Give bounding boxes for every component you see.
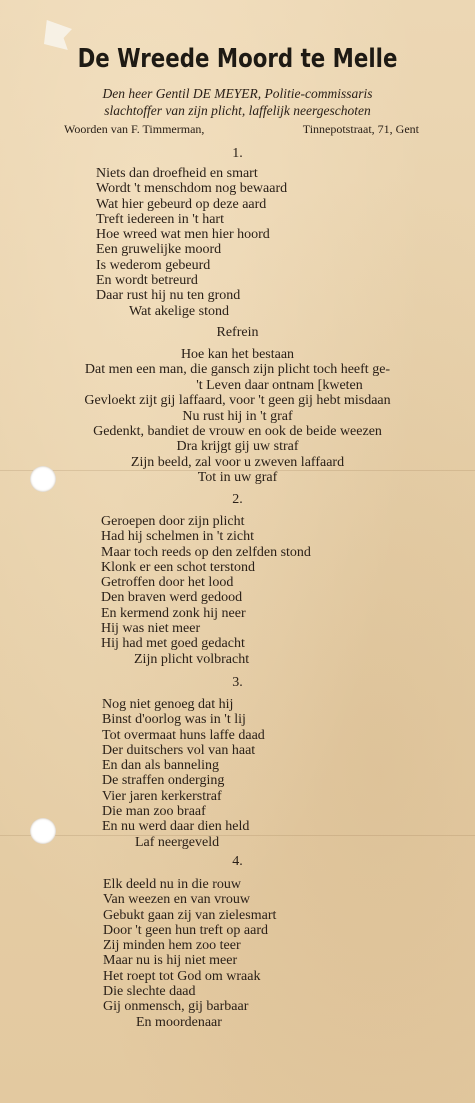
subtitle-line-1: Den heer Gentil DE MEYER, Politie-commissaris — [102, 86, 373, 101]
stanza-1 — [96, 166, 287, 319]
verse-line: Die man zoo braaf — [102, 804, 206, 820]
verse-line: Laf neergeveld — [135, 834, 220, 850]
verse-line: Binst d'oorlog was in 't lij — [102, 712, 246, 728]
verse-line: En moordenaar — [136, 1014, 222, 1030]
verse-line: En wordt betreurd — [96, 273, 198, 289]
stanza-number-3: 3. — [232, 675, 243, 690]
punch-hole — [30, 818, 56, 844]
verse-line: Is wederom gebeurd — [96, 257, 211, 273]
verse-line: En nu werd daar dien held — [102, 819, 250, 835]
stanza-2 — [101, 514, 311, 667]
verse-line: Wat akelige stond — [129, 303, 229, 319]
subtitle-line-2: slachtoffer van zijn plicht, laffelijk neergeschoten — [104, 103, 371, 118]
verse-line: Hoe wreed wat men hier hoord — [96, 227, 270, 243]
verse-line: Zij minden hem zoo teer — [103, 938, 241, 954]
stanza-3 — [102, 697, 265, 850]
author-address: Tinnepotstraat, 71, Gent — [302, 122, 419, 136]
refrain-line: Gedenkt, bandiet de vrouw en ook de beide weezen — [93, 423, 382, 439]
verse-line: De straffen onderging — [102, 773, 225, 789]
verse-line: En dan als banneling — [102, 758, 220, 774]
verse-line: Die slechte daad — [103, 984, 196, 1000]
refrain-line: Dat men een man, die gansch zijn plicht toch heeft ge- — [84, 362, 391, 378]
verse-line: En kermend zonk hij neer — [101, 605, 246, 621]
verse-line: Der duitschers vol van haat — [102, 742, 256, 758]
verse-line: Getroffen door het lood — [101, 575, 234, 591]
refrain — [0, 347, 475, 486]
verse-line: Zijn plicht volbracht — [134, 651, 250, 667]
verse-line: Tot overmaat huns laffe daad — [102, 727, 265, 743]
verse-line: Elk deeld nu in die rouw — [103, 877, 242, 892]
verse-line: Treft iedereen in 't hart — [96, 211, 224, 227]
verse-line: Had hij schelmen in 't zicht — [101, 529, 254, 545]
stanza-number-1: 1. — [232, 146, 243, 161]
verse-line: Van weezen en van vrouw — [103, 892, 250, 908]
refrain-line: 't Leven daar ontnam [kweten — [196, 377, 363, 393]
refrain-line: Hoe kan het bestaan — [180, 347, 295, 362]
stanza-number-2: 2. — [232, 492, 243, 507]
author-credit: Woorden van F. Timmerman, — [64, 122, 205, 136]
verse-line: Klonk er een schot terstond — [101, 559, 255, 575]
verse-line: Wat hier gebeurd op deze aard — [96, 196, 267, 212]
verse-line: Niets dan droefheid en smart — [96, 166, 258, 181]
stanza-4 — [103, 877, 276, 1030]
refrain-line: Tot in uw graf — [197, 470, 278, 486]
verse-line: Een gruwelijke moord — [96, 242, 222, 258]
verse-line: Daar rust hij nu ten grond — [96, 288, 241, 304]
verse-line: Gij onmensch, gij barbaar — [103, 999, 249, 1015]
verse-line: Geroepen door zijn plicht — [101, 514, 245, 529]
refrain-heading: Refrein — [216, 325, 259, 340]
verse-line: Door 't geen hun treft op aard — [103, 922, 269, 938]
verse-line: Maar toch reeds op den zelfden stond — [101, 544, 311, 560]
song-title: De Wreede Moord te Melle — [77, 44, 398, 74]
refrain-line: Nu rust hij in 't graf — [182, 408, 293, 424]
verse-line: Nog niet genoeg dat hij — [102, 697, 234, 712]
verse-line: Hij was niet meer — [101, 621, 201, 637]
verse-line: Hij had met goed gedacht — [101, 636, 245, 652]
verse-line: Maar nu is hij niet meer — [103, 953, 238, 969]
refrain-line: Zijn beeld, zal voor u zweven laffaard — [130, 454, 345, 470]
verse-line: Gebukt gaan zij van zielesmart — [103, 907, 277, 923]
verse-line: Wordt 't menschdom nog bewaard — [96, 181, 288, 197]
verse-line: Den braven werd gedood — [101, 590, 243, 606]
refrain-line: Dra krijgt gij uw straf — [176, 439, 299, 455]
refrain-line: Gevloekt zijt gij laffaard, voor 't geen gij hebt misdaan — [84, 393, 391, 409]
stanza-number-4: 4. — [232, 854, 243, 869]
verse-line: Vier jaren kerkerstraf — [102, 788, 222, 804]
verse-line: Het roept tot God om wraak — [103, 968, 261, 984]
